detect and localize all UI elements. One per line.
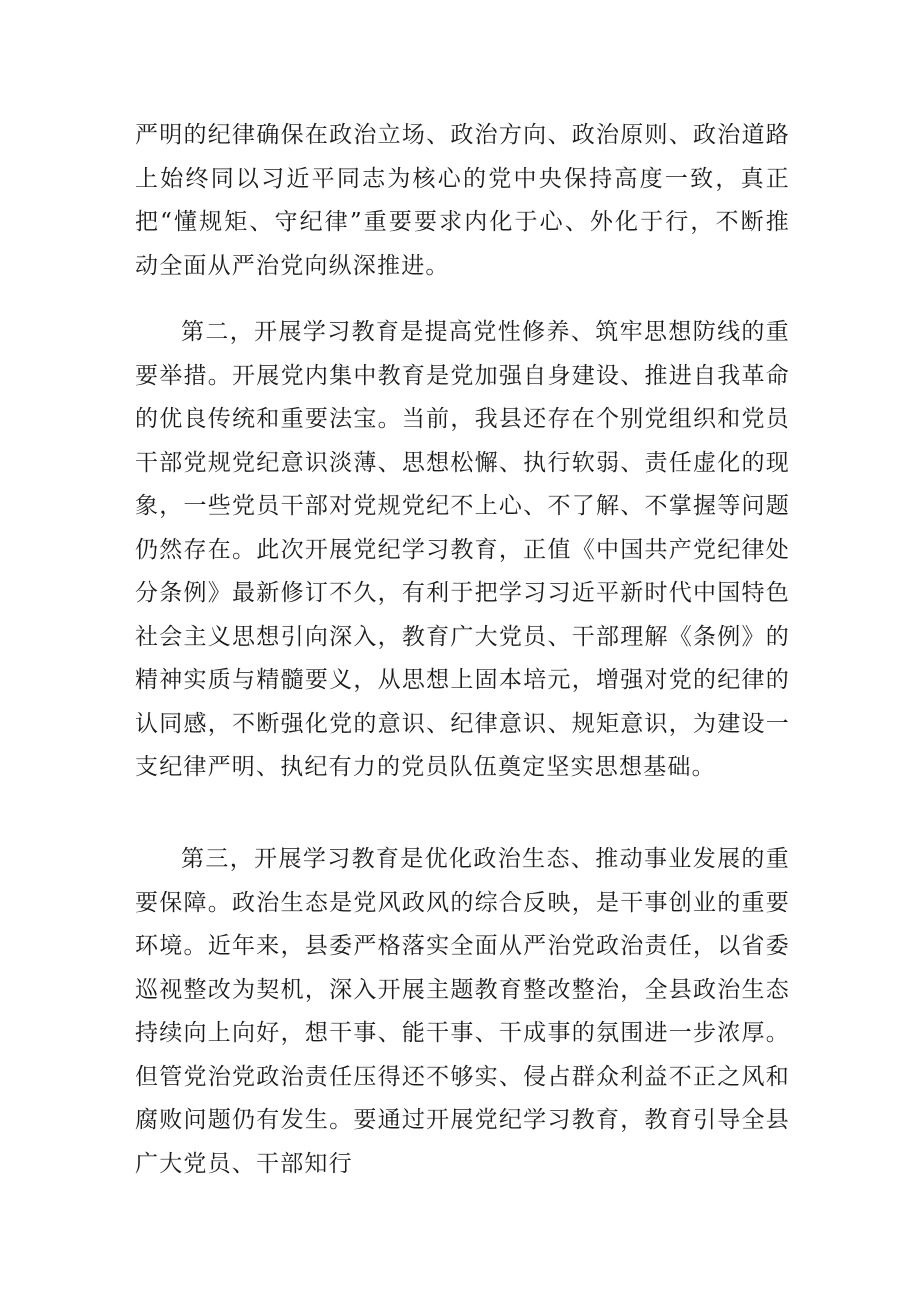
paragraph-text: 严明的纪律确保在政治立场、政治方向、政治原则、政治道路上始终同以习近平同志为核心的党中央保持高度一致，真正把“懂规矩、守纪律”重要要求内化于心、外化于行，不断推动全面从严治党向纵深推进。 (135, 122, 790, 279)
paragraph-third-point (135, 838, 790, 1186)
paragraph-text: 第三，开展学习教育是优化政治生态、推动事业发展的重要保障。政治生态是党风政风的综合反映，是干事创业的重要环境。近年来，县委严格落实全面从严治党政治责任，以省委巡视整改为契机，深入开展主题教育整改整治，全县政治生态持续向上向好，想干事、能干事、干成事的氛围进一步浓厚。但管党治党政治责任压得还不够实、侵占群众利益不正之风和腐败问题仍有发生。要通过开展党纪学习教育，教育引导全县广大党员、干部知行 (135, 846, 790, 1177)
paragraph-second-point (135, 311, 790, 790)
paragraph-text: 第二，开展学习教育是提高党性修养、筑牢思想防线的重要举措。开展党内集中教育是党加强自身建设、推进自我革命的优良传统和重要法宝。当前，我县还存在个别党组织和党员干部党规党纪意识淡薄、思想松懈、执行软弱、责任虚化的现象，一些党员干部对党规党纪不上心、不了解、不掌握等问题仍然存在。此次开展党纪学习教育，正值《中国共产党纪律处分条例》最新修订不久，有利于把学习习近平新时代中国特色社会主义思想引向深入，教育广大党员、干部理解《条例》的精神实质与精髓要义，从思想上固本培元，增强对党的纪律的认同感，不断强化党的意识、纪律意识、规矩意识，为建设一支纪律严明、执纪有力的党员队伍奠定坚实思想基础。 (135, 319, 790, 780)
paragraph-continuation (135, 114, 790, 288)
